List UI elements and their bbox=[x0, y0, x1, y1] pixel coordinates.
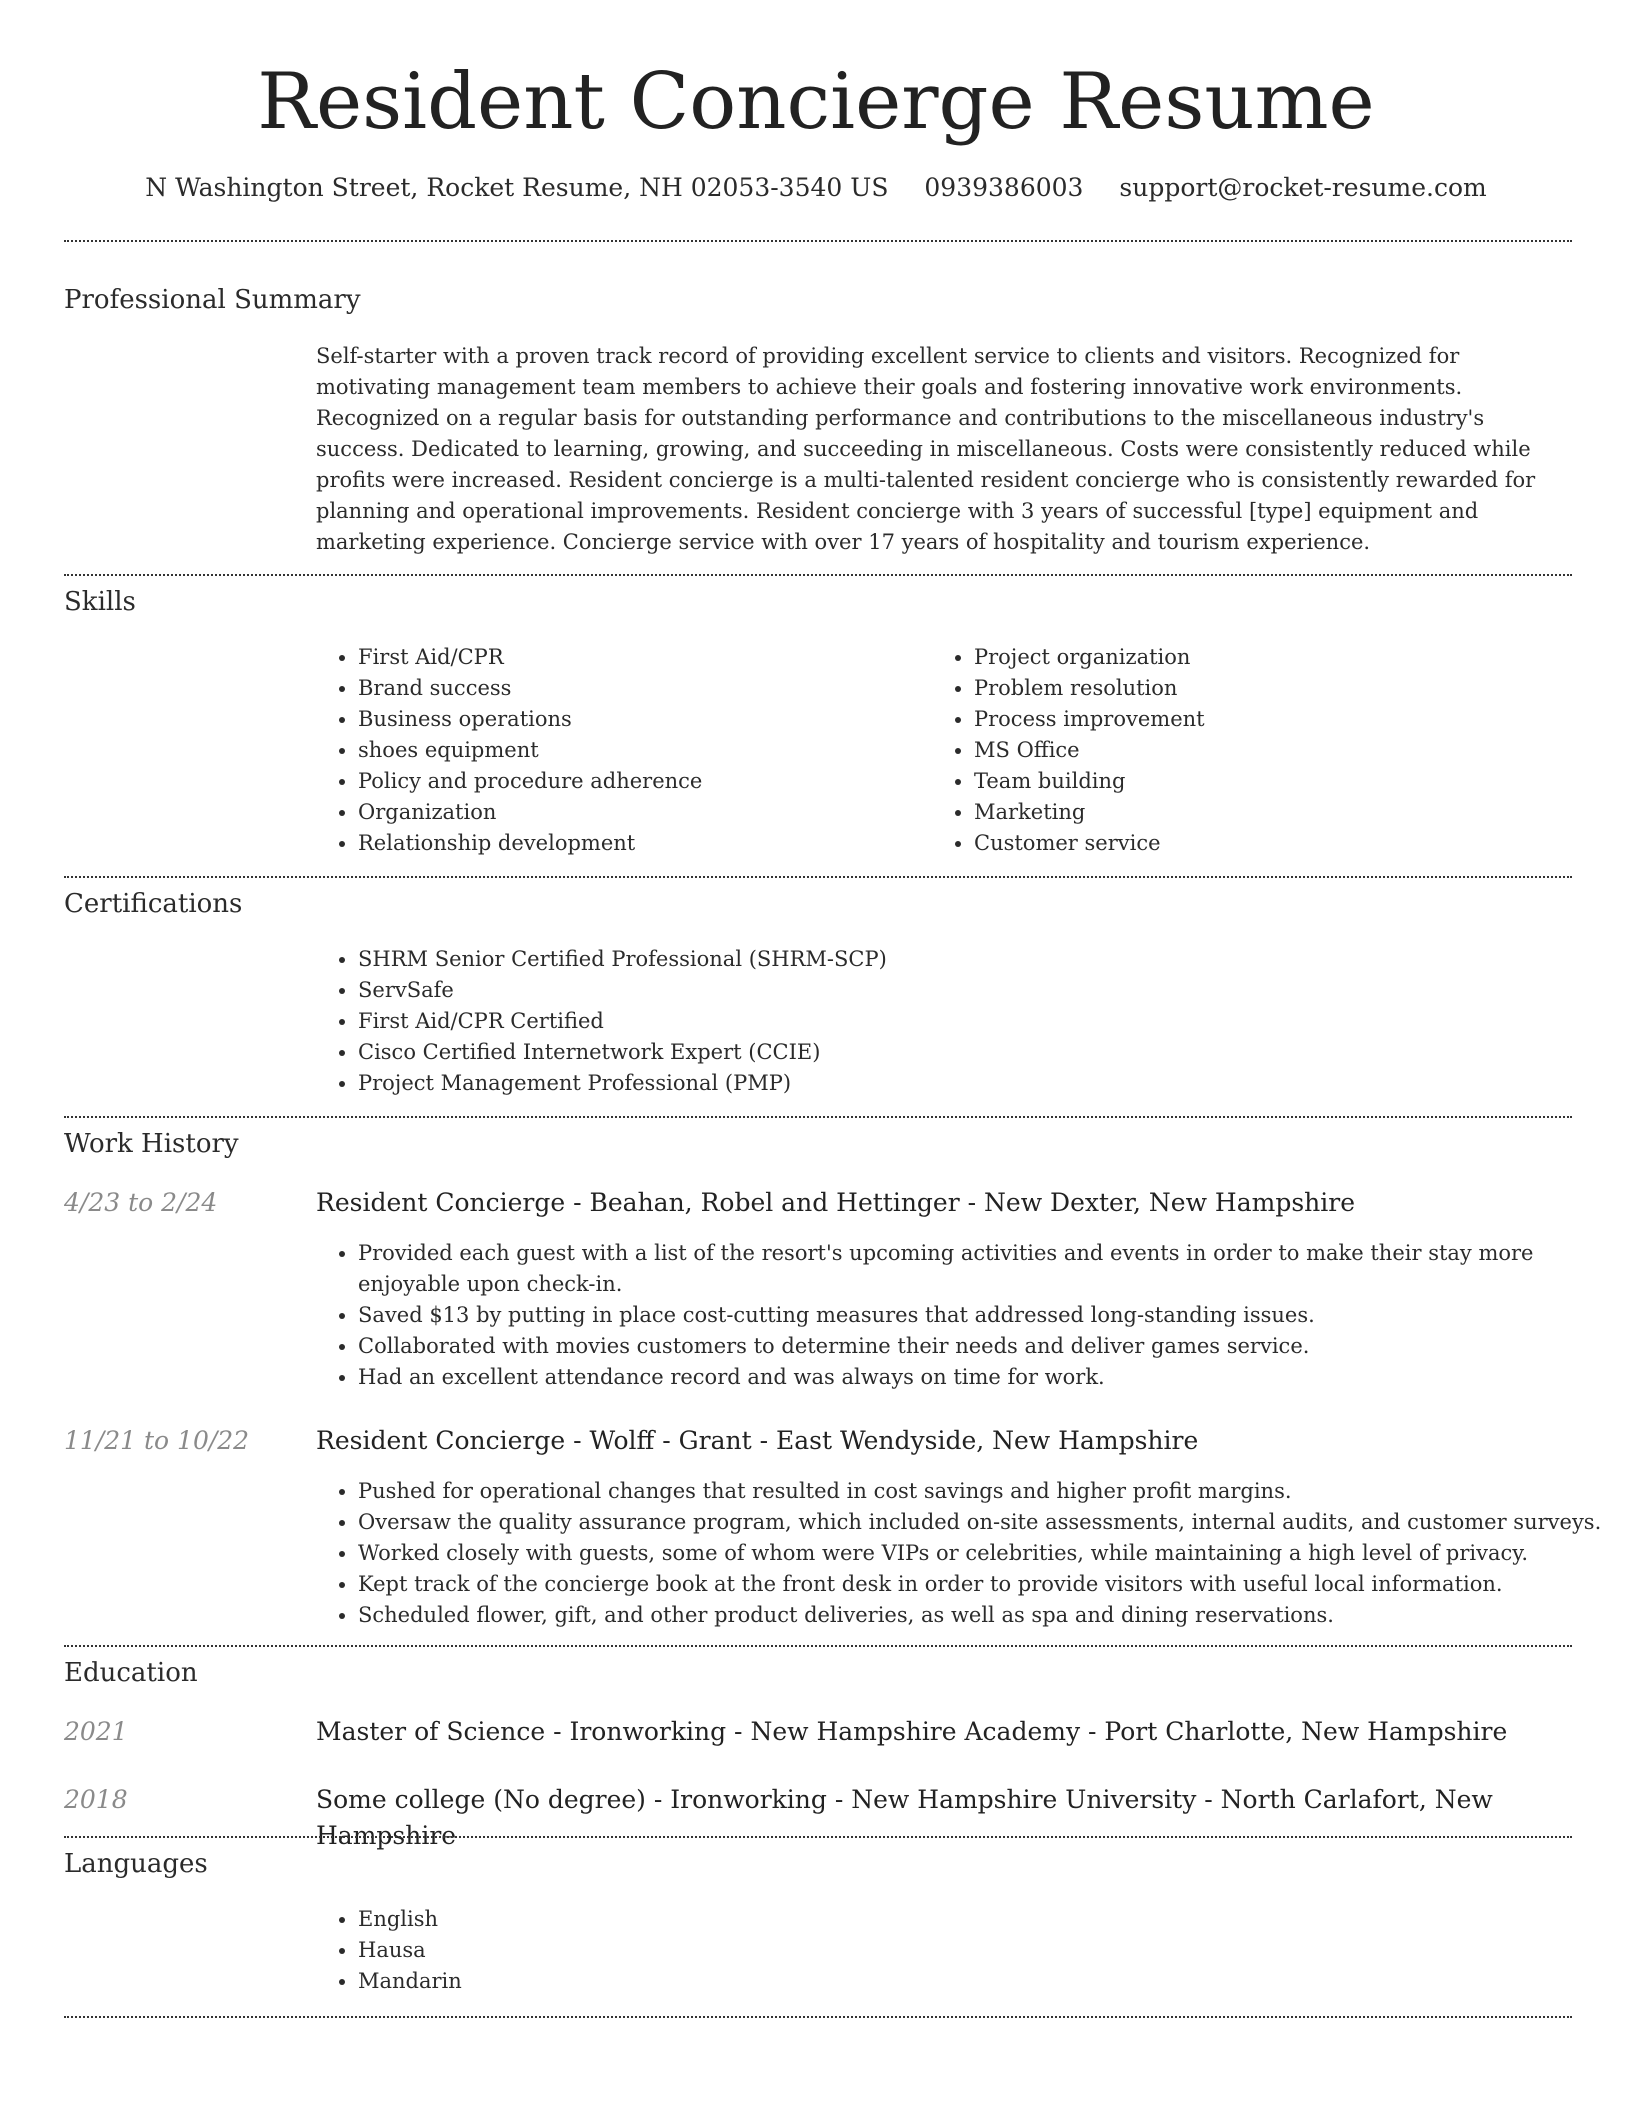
job-duty: • Had an excellent attendance record and was always on time for work. bbox=[358, 1362, 1578, 1393]
skill-item: • Process improvement bbox=[974, 704, 1534, 735]
skill-item: • Brand success bbox=[358, 673, 918, 704]
education-school: - New Hampshire Academy - Port Charlotte, New Hampshire bbox=[726, 1717, 1508, 1746]
education-entry bbox=[316, 1714, 1507, 1750]
skill-item: • Team building bbox=[974, 766, 1534, 797]
skill-item: • Relationship development bbox=[358, 828, 918, 859]
skill-item: • shoes equipment bbox=[358, 735, 918, 766]
skill-item: • Organization bbox=[358, 797, 918, 828]
job-duty: • Worked closely with guests, some of whom were VIPs or celebrities, while maintaining a high level of privacy. bbox=[358, 1538, 1608, 1569]
job-title: Resident Concierge - Beahan, Robel and Hettinger - New Dexter, New Hampshire bbox=[316, 1188, 1356, 1217]
skill-item: • Problem resolution bbox=[974, 673, 1534, 704]
section-divider bbox=[64, 240, 1572, 242]
job-duties-list bbox=[314, 1238, 1578, 1393]
job-duty: • Oversaw the quality assurance program, which included on-site assessments, internal audits, and customer surveys. bbox=[358, 1507, 1608, 1538]
summary-heading: Professional Summary bbox=[64, 285, 361, 315]
certification-item: • SHRM Senior Certified Professional (SHRM-SCP) bbox=[358, 944, 1558, 975]
skill-item: • Marketing bbox=[974, 797, 1534, 828]
education-year: 2018 bbox=[64, 1785, 128, 1814]
skills-list-left bbox=[314, 642, 918, 859]
resume-title: Resident Concierge Resume bbox=[257, 57, 1375, 147]
job-title: Resident Concierge - Wolff - Grant - East Wendyside, New Hampshire bbox=[316, 1426, 1199, 1455]
job-duty: • Kept track of the concierge book at the front desk in order to provide visitors with useful local information. bbox=[358, 1569, 1608, 1600]
summary-text: Self-starter with a proven track record of providing excellent service to clients and visitors. Recognized for motivating management team members to achieve their goals and fostering innovative work environments. Recognized on a regular basis for outstanding performance and contributions to the miscellaneous industry's success. Dedicated to learning, growing, and succeeding in miscellaneous. Costs were consistently reduced while profits were increased. Resident concierge is a multi-talented resident concierge who is consistently rewarded for planning and operational improvements. Resident concierge with 3 years of successful [type] equipment and marketing experience. Concierge service with over 17 years of hospitality and tourism experience. bbox=[316, 344, 1536, 554]
job-duty: • Pushed for operational changes that resulted in cost savings and higher profit margins. bbox=[358, 1476, 1608, 1507]
section-divider bbox=[64, 1836, 1572, 1838]
education-heading: Education bbox=[64, 1658, 198, 1688]
certification-item: • ServSafe bbox=[358, 975, 1558, 1006]
job-dates: 11/21 to 10/22 bbox=[64, 1426, 250, 1455]
contact-line bbox=[0, 170, 1632, 206]
skill-item: • Project organization bbox=[974, 642, 1534, 673]
skill-item: • Business operations bbox=[358, 704, 918, 735]
skill-item: • Policy and procedure adherence bbox=[358, 766, 918, 797]
language-item: • Mandarin bbox=[358, 1966, 958, 1997]
certification-item: • First Aid/CPR Certified bbox=[358, 1006, 1558, 1037]
skill-item: • Customer service bbox=[974, 828, 1534, 859]
section-divider bbox=[64, 574, 1572, 576]
certifications-heading: Certifications bbox=[64, 889, 243, 919]
job-duty: • Provided each guest with a list of the resort's upcoming activities and events in order to make their stay more enjoyable upon check-in. bbox=[358, 1238, 1578, 1300]
skill-item: • First Aid/CPR bbox=[358, 642, 918, 673]
job-duty: • Scheduled flower, gift, and other product deliveries, as well as spa and dining reservations. bbox=[358, 1600, 1608, 1631]
certification-item: • Cisco Certified Internetwork Expert (CCIE) bbox=[358, 1037, 1558, 1068]
job-duty: • Saved $13 by putting in place cost-cutting measures that addressed long-standing issues. bbox=[358, 1300, 1578, 1331]
contact-phone: 0939386003 bbox=[924, 173, 1084, 202]
languages-heading: Languages bbox=[64, 1849, 208, 1879]
language-item: • English bbox=[358, 1904, 958, 1935]
language-item: • Hausa bbox=[358, 1935, 958, 1966]
education-degree: Master of Science - Ironworking bbox=[316, 1717, 727, 1746]
skill-item: • MS Office bbox=[974, 735, 1534, 766]
section-divider bbox=[64, 876, 1572, 878]
education-degree: Some college (No degree) - Ironworking bbox=[316, 1785, 827, 1814]
job-duties-list bbox=[314, 1476, 1608, 1631]
languages-list bbox=[314, 1904, 958, 1997]
skills-list-right bbox=[930, 642, 1534, 859]
work-heading: Work History bbox=[64, 1129, 239, 1159]
education-year: 2021 bbox=[64, 1717, 128, 1746]
section-divider bbox=[64, 1645, 1572, 1647]
certification-item: • Project Management Professional (PMP) bbox=[358, 1068, 1558, 1099]
section-divider bbox=[64, 1116, 1572, 1118]
contact-email: support@rocket-resume.com bbox=[1119, 173, 1487, 202]
section-divider bbox=[64, 2016, 1572, 2018]
skills-heading: Skills bbox=[64, 587, 136, 617]
certifications-list bbox=[314, 944, 1558, 1099]
education-school: - New Hampshire University - North Carlafort, New Hampshire bbox=[316, 1785, 1493, 1850]
education-entry bbox=[316, 1782, 1632, 1854]
job-duty: • Collaborated with movies customers to determine their needs and deliver games service. bbox=[358, 1331, 1578, 1362]
contact-address: N Washington Street, Rocket Resume, NH 02053-3540 US bbox=[145, 173, 889, 202]
job-dates: 4/23 to 2/24 bbox=[64, 1188, 218, 1217]
